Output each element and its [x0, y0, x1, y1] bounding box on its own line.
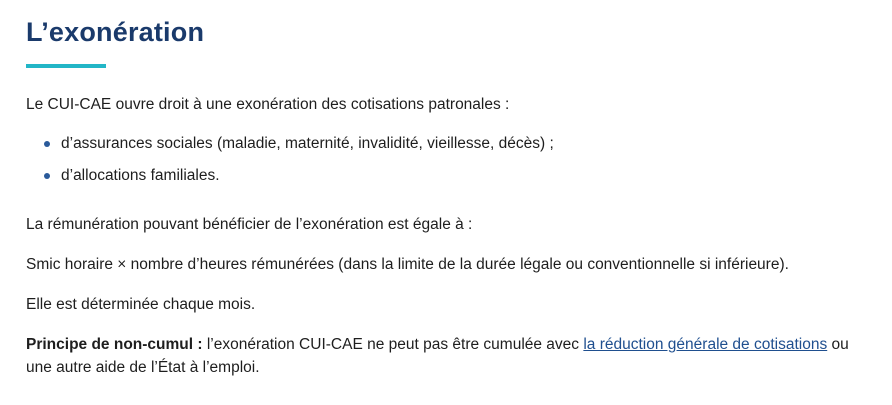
list-item: [26, 164, 554, 196]
contribution-list: [26, 132, 554, 196]
non-cumul-paragraph: [26, 333, 876, 379]
intro-paragraph: Le CUI-CAE ouvre droit à une exonération des cotisations patronales :: [26, 96, 510, 113]
bullet-icon: [44, 173, 50, 179]
list-item-text: d’assurances sociales (maladie, maternité, invalidité, vieillesse, décès) ;: [61, 135, 554, 152]
non-cumul-text-before-link: l’exonération CUI-CAE ne peut pas être cumulée avec: [202, 336, 584, 353]
formula-paragraph: Smic horaire × nombre d’heures rémunérées (dans la limite de la durée légale ou conventionnelle si inférieure).: [26, 256, 789, 273]
title-underline-divider: [26, 64, 106, 68]
list-item-text: d’allocations familiales.: [61, 167, 220, 184]
section-title: L’exonération: [26, 17, 205, 47]
non-cumul-label: Principe de non-cumul :: [26, 336, 203, 353]
non-cumul-text-after-link: ou une autre aide de l’État à l’emploi.: [26, 336, 849, 376]
remuneration-intro-paragraph: La rémunération pouvant bénéficier de l’exonération est égale à :: [26, 216, 473, 233]
reduction-generale-link[interactable]: la réduction générale de cotisations: [583, 336, 828, 353]
list-item: [26, 132, 554, 164]
bullet-icon: [44, 141, 50, 147]
monthly-paragraph: Elle est déterminée chaque mois.: [26, 296, 256, 313]
